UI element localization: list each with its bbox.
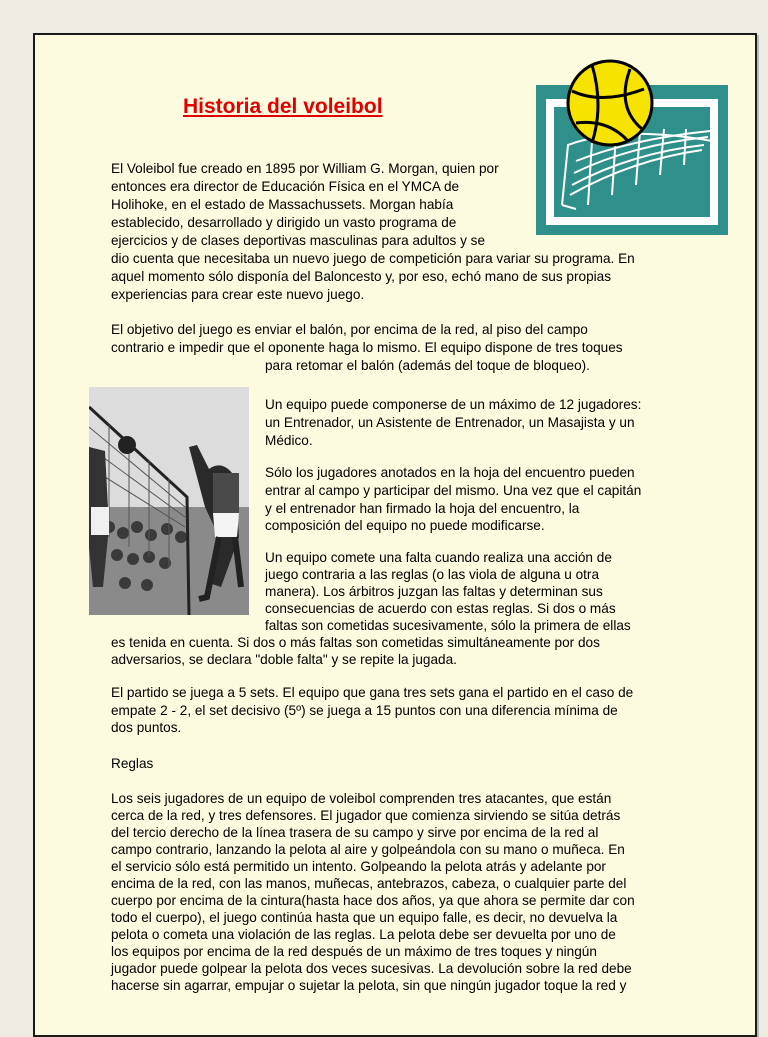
paragraph-line: un Entrenador, un Asistente de Entrenador, un Masajista y un xyxy=(265,415,635,430)
paragraph-line: es tenida en cuenta. Si dos o más faltas son cometidas simultáneamente por dos xyxy=(111,635,600,650)
paragraph-line: cuerpo por encima de la cintura(hasta hace dos años, ya que ahora se permite dar con xyxy=(111,893,635,908)
paragraph-line: ejercicios y de clases deportivas masculinas para adultos y se xyxy=(111,233,486,248)
document-page xyxy=(33,33,757,1037)
paragraph-line: dos puntos. xyxy=(111,720,182,735)
paragraph-line: Sólo los jugadores anotados en la hoja del encuentro pueden xyxy=(265,465,635,480)
paragraph-line: Un equipo puede componerse de un máximo de 12 jugadores: xyxy=(265,397,642,412)
paragraph-line: manera). Los árbitros juzgan las faltas y determinan sus xyxy=(265,584,603,599)
paragraph-line: hacerse sin agarrar, empujar o sujetar la pelota, sin que ningún jugador toque la red y xyxy=(111,978,627,993)
paragraph-line: entonces era director de Educación Física en el YMCA de xyxy=(111,179,460,194)
paragraph-line: Los seis jugadores de un equipo de voleibol comprenden tres atacantes, que están xyxy=(111,791,612,806)
paragraph-line: del tercio derecho de la línea trasera de su campo y sirve por encima de la red al xyxy=(111,825,599,840)
paragraph-line: para retomar el balón (además del toque de bloqueo). xyxy=(265,358,590,373)
paragraph-line: entrar al campo y participar del mismo. Una vez que el capitán xyxy=(265,483,642,498)
paragraph-line: y el entrenador han firmado la hoja del encuentro, la xyxy=(265,501,580,516)
paragraph-line: El Voleibol fue creado en 1895 por William G. Morgan, quien por xyxy=(111,161,499,176)
paragraph-line: El objetivo del juego es enviar el balón, por encima de la red, al piso del campo xyxy=(111,322,588,337)
paragraph-line: empate 2 - 2, el set decisivo (5º) se juega a 15 puntos con una diferencia mínima de xyxy=(111,703,618,718)
paragraph-line: El partido se juega a 5 sets. El equipo que gana tres sets gana el partido en el caso de xyxy=(111,685,634,700)
paragraph-line: pelota o cometa una violación de las reglas. La pelota debe ser devuelta por uno de xyxy=(111,927,616,942)
paragraph-line: consecuencias de acuerdo con estas reglas. Si dos o más xyxy=(265,601,616,616)
paragraph-line: los equipos por encima de la red después de un máximo de tres toques y ningún xyxy=(111,944,597,959)
paragraph-line: faltas son cometidas sucesivamente, sólo la primera de ellas xyxy=(265,618,631,633)
paragraph-line: adversarios, se declara "doble falta" y se repite la jugada. xyxy=(111,652,457,667)
paragraph-line: aquel momento sólo disponía del Baloncesto y, por eso, echó mano de sus propias xyxy=(111,269,612,284)
paragraph-line: dio cuenta que necesitaba un nuevo juego de competición para variar su programa. En xyxy=(111,251,635,266)
paragraph-line: Un equipo comete una falta cuando realiza una acción de xyxy=(265,550,612,565)
volleyball-ball-icon xyxy=(568,61,652,145)
paragraph-line: cerca de la red, y tres defensores. El jugador que comienza sirviendo se sitúa detrás xyxy=(111,808,621,823)
paragraph-line: todo el cuerpo), el juego continúa hasta que un equipo falle, es decir, no devuelva la xyxy=(111,910,618,925)
paragraph-line: Médico. xyxy=(265,433,313,448)
paragraph-line: composición del equipo no puede modificarse. xyxy=(265,518,545,533)
paragraph-line: jugador puede golpear la pelota dos veces sucesivas. La devolución sobre la red debe xyxy=(111,961,632,976)
paragraph-line: encima de la red, con las manos, muñecas, antebrazos, cabeza, o cualquier parte del xyxy=(111,876,627,891)
paragraph-line: el servicio sólo está permitido un intento. Golpeando la pelota atrás y adelante por xyxy=(111,859,606,874)
paragraph-line: juego contraria a las reglas (o las viola de alguna u otra xyxy=(265,567,600,582)
paragraph-line: Holihoke, en el estado de Massachussets. Morgan había xyxy=(111,197,454,212)
page-title: Historia del voleibol xyxy=(183,95,383,118)
paragraph-line: campo contrario, lanzando la pelota al aire y golpeándola con su mano o muñeca. En xyxy=(111,842,625,857)
paragraph-line: contrario e impedir que el oponente haga lo mismo. El equipo dispone de tres toques xyxy=(111,340,623,355)
section-heading-reglas: Reglas xyxy=(111,756,154,771)
volleyball-player-photo xyxy=(89,387,249,615)
paragraph-line: establecido, desarrollado y dirigido un vasto programa de xyxy=(111,215,457,230)
volleyball-net-image xyxy=(532,45,732,239)
paragraph-line: experiencias para crear este nuevo juego. xyxy=(111,287,365,302)
